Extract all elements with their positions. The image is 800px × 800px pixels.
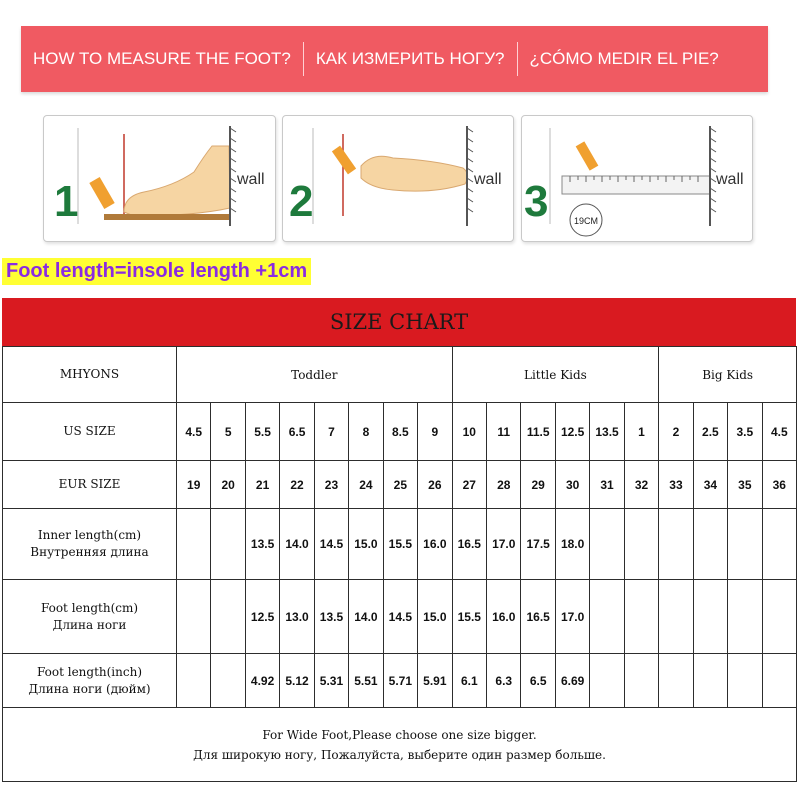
size-cell: 14.0: [280, 509, 314, 580]
size-cell: 14.5: [314, 509, 348, 580]
size-cell: 31: [590, 461, 624, 509]
size-cell: 5.5: [245, 403, 279, 461]
size-cell: 3.5: [728, 403, 762, 461]
banner-title-en: HOW TO MEASURE THE FOOT?: [33, 49, 291, 68]
size-cell: [659, 654, 693, 708]
size-cell: 29: [521, 461, 555, 509]
size-cell: 35: [728, 461, 762, 509]
row-label-en: Foot length(inch): [36, 664, 143, 679]
row-label: EUR SIZE: [3, 461, 177, 509]
row-label-ru: Длина ноги (дюйм): [28, 681, 151, 696]
group-little-kids: Little Kids: [452, 347, 659, 403]
size-cell: 1: [624, 403, 658, 461]
size-cell: [659, 580, 693, 654]
wide-foot-note: [3, 708, 797, 782]
size-cell: 25: [383, 461, 417, 509]
size-cell: 5.91: [418, 654, 453, 708]
size-cell: [590, 580, 624, 654]
row-label-ru: Внутренняя длина: [30, 545, 149, 559]
size-cell: 10: [452, 403, 486, 461]
footer-row: [3, 708, 797, 782]
size-cell: 5.31: [314, 654, 348, 708]
wide-foot-note-ru: Для широкую ногу, Пожалуйста, выберите один размер больше.: [193, 747, 606, 762]
size-cell: 2: [659, 403, 693, 461]
size-cell: 28: [487, 461, 521, 509]
step-number: 2: [289, 177, 314, 226]
size-cell: 32: [624, 461, 658, 509]
wide-foot-note-en: For Wide Foot,Please choose one size bigger.: [262, 727, 537, 742]
size-cell: [693, 654, 727, 708]
size-cell: [590, 509, 624, 580]
size-cell: 16.0: [418, 509, 453, 580]
size-cell: 23: [314, 461, 348, 509]
size-cell: 4.5: [177, 403, 211, 461]
size-cell: 15.5: [452, 580, 486, 654]
size-cell: [693, 580, 727, 654]
size-cell: 12.5: [245, 580, 279, 654]
size-cell: 5.12: [280, 654, 314, 708]
size-cell: 15.0: [418, 580, 453, 654]
step-3-panel: [521, 115, 753, 242]
size-cell: 15.5: [383, 509, 417, 580]
size-cell: 21: [245, 461, 279, 509]
size-cell: [624, 580, 658, 654]
row-label: [3, 654, 177, 708]
size-cell: 6.3: [487, 654, 521, 708]
wall-label: wall: [237, 171, 265, 188]
size-cell: [762, 654, 796, 708]
size-cell: [762, 509, 796, 580]
foot-length-inch-row: [3, 654, 797, 708]
size-cell: 17.0: [487, 509, 521, 580]
size-cell: [728, 509, 762, 580]
size-cell: 6.5: [521, 654, 555, 708]
size-cell: [659, 509, 693, 580]
group-big-kids: Big Kids: [659, 347, 797, 403]
size-cell: [177, 509, 211, 580]
size-cell: [211, 509, 245, 580]
size-cell: 12.5: [555, 403, 589, 461]
row-label-ru: Длина ноги: [52, 617, 127, 632]
size-cell: 17.5: [521, 509, 555, 580]
size-cell: 27: [452, 461, 486, 509]
size-cell: 17.0: [555, 580, 589, 654]
eur-size-row: [3, 461, 797, 509]
size-cell: 15.0: [349, 509, 383, 580]
banner-title-ru: КАК ИЗМЕРИТЬ НОГУ?: [315, 49, 505, 68]
size-cell: 16.5: [521, 580, 555, 654]
size-cell: 6.69: [555, 654, 589, 708]
size-cell: 22: [280, 461, 314, 509]
size-cell: 13.5: [245, 509, 279, 580]
ruler-reading-label: 19CM: [573, 216, 599, 226]
size-cell: 11.5: [521, 403, 555, 461]
size-cell: [728, 654, 762, 708]
brand-cell: MHYONS: [3, 347, 177, 403]
measure-banner: [21, 26, 768, 92]
row-label: [3, 509, 177, 580]
size-cell: 2.5: [693, 403, 727, 461]
us-size-row: [3, 403, 797, 461]
step-1-panel: [43, 115, 276, 242]
size-cell: 36: [762, 461, 796, 509]
size-cell: [624, 654, 658, 708]
size-cell: 24: [349, 461, 383, 509]
size-cell: [762, 580, 796, 654]
step-2-panel: [282, 115, 514, 242]
inner-length-row: [3, 509, 797, 580]
size-cell: 30: [555, 461, 589, 509]
size-cell: [211, 654, 245, 708]
size-cell: 14.5: [383, 580, 417, 654]
size-cell: [693, 509, 727, 580]
step-number: 1: [54, 177, 79, 226]
size-cell: [211, 580, 245, 654]
size-cell: 13.0: [280, 580, 314, 654]
size-cell: 26: [418, 461, 453, 509]
size-cell: 6.5: [280, 403, 314, 461]
size-cell: 8.5: [383, 403, 417, 461]
size-cell: 18.0: [555, 509, 589, 580]
size-cell: 34: [693, 461, 727, 509]
size-cell: 4.92: [245, 654, 279, 708]
size-cell: [728, 580, 762, 654]
size-cell: 6.1: [452, 654, 486, 708]
row-label-en: Foot length(cm): [40, 600, 139, 615]
row-label-en: Inner length(cm): [37, 528, 142, 542]
size-cell: 13.5: [590, 403, 624, 461]
row-label: US SIZE: [3, 403, 177, 461]
size-cell: 9: [418, 403, 453, 461]
step-number: 3: [524, 177, 549, 226]
size-cell: 5.71: [383, 654, 417, 708]
size-cell: 16.5: [452, 509, 486, 580]
wall-label: wall: [716, 171, 744, 188]
size-cell: 11: [487, 403, 521, 461]
size-cell: [624, 509, 658, 580]
size-cell: [590, 654, 624, 708]
size-cell: 33: [659, 461, 693, 509]
group-row: [3, 347, 797, 403]
size-cell: 5.51: [349, 654, 383, 708]
size-chart-title: SIZE CHART: [2, 298, 796, 346]
size-cell: 14.0: [349, 580, 383, 654]
wall-label: wall: [474, 171, 502, 188]
size-chart-table: [2, 346, 797, 782]
row-label: [3, 580, 177, 654]
size-cell: 13.5: [314, 580, 348, 654]
size-cell: [177, 654, 211, 708]
size-cell: 16.0: [487, 580, 521, 654]
size-cell: 7: [314, 403, 348, 461]
insole-note: Foot length=insole length +1cm: [2, 258, 311, 285]
banner-title-es: ¿CÓMO MEDIR EL PIE?: [529, 49, 719, 68]
foot-length-cm-row: [3, 580, 797, 654]
size-cell: 19: [177, 461, 211, 509]
size-cell: 4.5: [762, 403, 796, 461]
size-cell: 5: [211, 403, 245, 461]
group-toddler: Toddler: [177, 347, 453, 403]
size-cell: [177, 580, 211, 654]
size-cell: 20: [211, 461, 245, 509]
size-cell: 8: [349, 403, 383, 461]
